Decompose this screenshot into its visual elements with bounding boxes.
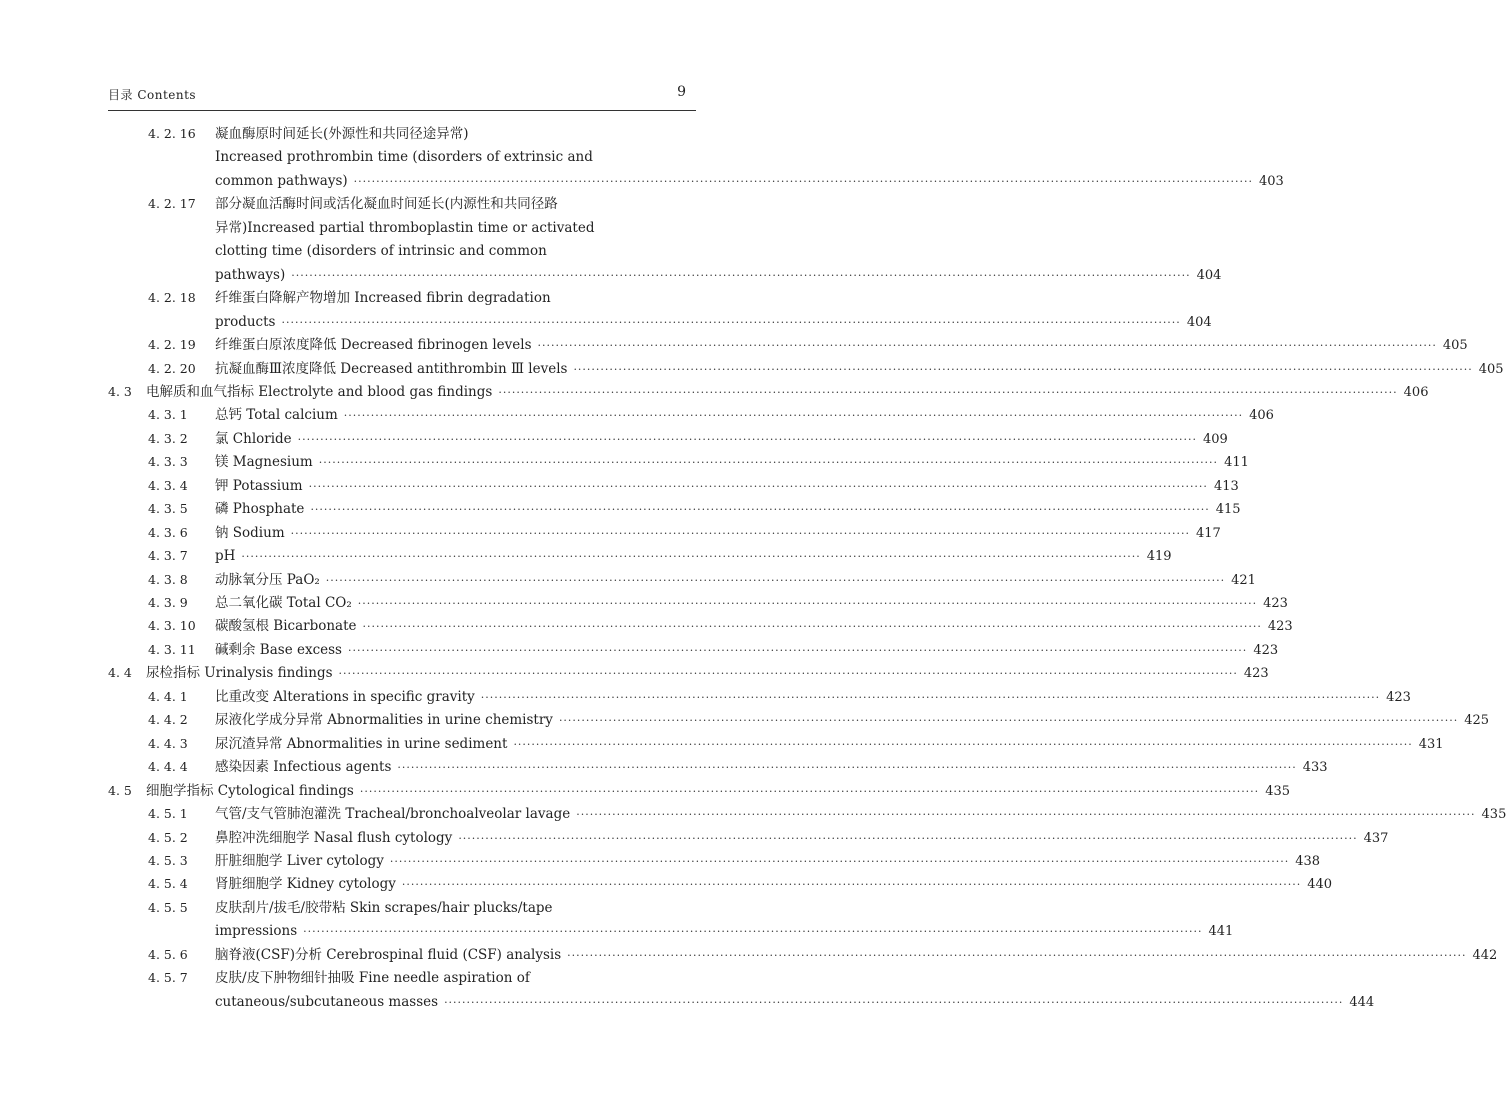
entry-number: 4. 4. 3 xyxy=(148,735,188,751)
toc-entry-line[interactable] xyxy=(215,921,1234,941)
entry-number: 4. 5. 5 xyxy=(148,899,188,915)
leader-dots: ········································································································································································································ xyxy=(458,831,1358,845)
entry-title: 鼻腔冲洗细胞学 Nasal flush cytology xyxy=(215,829,453,846)
entry-page-number: 433 xyxy=(1302,760,1328,776)
leader-dots: ········································································································································································································ xyxy=(281,315,1181,329)
leader-dots: ········································································································································································································ xyxy=(401,878,1302,892)
toc-entry-line[interactable] xyxy=(215,312,1212,332)
entry-number: 4. 3. 11 xyxy=(148,641,196,657)
toc-entry-line[interactable] xyxy=(215,405,1274,425)
entry-number: 4. 2. 16 xyxy=(148,126,196,141)
leader-dots: ········································································································································································································ xyxy=(498,385,1398,399)
toc-entry-line[interactable] xyxy=(215,874,1333,894)
entry-page-number: 423 xyxy=(1267,619,1293,635)
entry-number: 4. 3. 8 xyxy=(148,571,188,587)
entry-number: 4. 4. 4 xyxy=(148,759,188,775)
entry-number: 4. 3 xyxy=(108,383,132,399)
toc-entry-line[interactable] xyxy=(215,570,1256,590)
entry-title: 碱剩余 Base excess xyxy=(215,641,342,658)
toc-entry-line[interactable] xyxy=(215,757,1328,777)
entry-page-number: 435 xyxy=(1481,807,1506,823)
leader-dots: ········································································································································································································ xyxy=(297,432,1197,446)
leader-dots: ········································································································································································································ xyxy=(291,268,1191,282)
entry-page-number: 441 xyxy=(1208,924,1234,940)
entry-number: 4. 3. 4 xyxy=(148,477,188,493)
toc-entry-line[interactable] xyxy=(215,147,694,167)
toc-entry-line[interactable] xyxy=(146,781,1291,801)
leader-dots: ········································································································································································································ xyxy=(567,948,1467,962)
leader-dots: ········································································································································································································ xyxy=(558,714,1459,728)
toc-entry-line[interactable] xyxy=(215,898,694,918)
leader-dots: ········································································································································································································ xyxy=(338,667,1238,681)
entry-page-number: 438 xyxy=(1295,853,1321,869)
entry-page-number: 411 xyxy=(1224,455,1249,471)
entry-page-number: 431 xyxy=(1418,736,1444,752)
entry-title: 皮肤刮片/拔毛/胶带粘 Skin scrapes/hair plucks/tape xyxy=(215,899,553,916)
toc-entry-line[interactable] xyxy=(215,804,1506,824)
entry-number: 4. 5. 4 xyxy=(148,876,188,892)
entry-number: 4. 3. 9 xyxy=(148,595,188,610)
entry-title: clotting time (disorders of intrinsic and common xyxy=(215,243,547,260)
leader-dots: ········································································································································································································ xyxy=(359,784,1260,798)
leader-dots: ········································································································································································································ xyxy=(325,573,1226,587)
entry-title: 总钙 Total calcium xyxy=(215,407,338,424)
entry-number: 4. 5. 3 xyxy=(148,852,188,868)
entry-number: 4. 4 xyxy=(108,665,132,681)
entry-title: 感染因素 Infectious agents xyxy=(215,759,392,776)
toc-entry-line[interactable] xyxy=(215,945,1498,965)
entry-title: 皮肤/皮下肿物细针抽吸 Fine needle aspiration of xyxy=(215,970,530,987)
toc-entry-line[interactable] xyxy=(215,218,694,238)
entry-number: 4. 5. 2 xyxy=(148,829,188,845)
leader-dots: ········································································································································································································ xyxy=(290,526,1190,540)
toc-entry-line[interactable] xyxy=(215,171,1284,191)
entry-page-number: 437 xyxy=(1363,830,1389,846)
toc-entry-line[interactable] xyxy=(215,124,694,144)
toc-entry-line[interactable] xyxy=(215,546,1172,566)
entry-number: 4. 5. 7 xyxy=(148,970,188,986)
entry-page-number: 417 xyxy=(1195,525,1221,541)
toc-entry-line[interactable] xyxy=(215,593,1288,613)
toc-entry-line[interactable] xyxy=(215,194,694,214)
leader-dots: ········································································································································································································ xyxy=(480,690,1381,704)
entry-number: 4. 3. 2 xyxy=(148,430,188,446)
entry-number: 4. 5. 1 xyxy=(148,806,188,822)
toc-entry-line[interactable] xyxy=(215,616,1293,636)
entry-title: 气管/支气管肺泡灌洗 Tracheal/bronchoalveolar lavage xyxy=(215,806,571,823)
toc-entry-line[interactable] xyxy=(215,429,1228,449)
toc-entry-line[interactable] xyxy=(215,640,1279,660)
leader-dots: ········································································································································································································ xyxy=(241,550,1141,564)
entry-title: pH xyxy=(215,548,236,565)
entry-page-number: 409 xyxy=(1203,431,1228,447)
entry-title: 尿沉渣异常 Abnormalities in urine sediment xyxy=(215,735,508,752)
entry-number: 4. 2. 18 xyxy=(148,290,196,306)
leader-dots: ········································································································································································································ xyxy=(362,620,1262,634)
entry-title: 异常)Increased partial thromboplastin time or activated xyxy=(215,219,595,236)
leader-dots: ········································································································································································································ xyxy=(347,643,1248,657)
entry-title: 尿液化学成分异常 Abnormalities in urine chemistry xyxy=(215,712,553,729)
leader-dots: ········································································································································································································ xyxy=(576,808,1476,822)
running-header xyxy=(108,84,696,110)
toc-entry-line[interactable] xyxy=(215,499,1241,519)
toc-entry-line[interactable] xyxy=(215,335,1468,355)
entry-number: 4. 5 xyxy=(108,782,132,798)
page-number: 9 xyxy=(677,84,686,100)
toc-entry-line[interactable] xyxy=(215,288,694,308)
entry-number: 4. 3. 5 xyxy=(148,501,188,517)
toc-entry-line[interactable] xyxy=(215,452,1249,472)
entry-page-number: 425 xyxy=(1464,713,1490,729)
leader-dots: ········································································································································································································ xyxy=(573,362,1473,376)
entry-page-number: 423 xyxy=(1386,689,1411,705)
entry-page-number: 406 xyxy=(1403,384,1429,400)
leader-dots: ········································································································································································································ xyxy=(303,925,1203,939)
entry-number: 4. 3. 3 xyxy=(148,454,188,470)
entry-title: pathways) xyxy=(215,266,286,283)
toc-entry-line[interactable] xyxy=(215,687,1411,707)
leader-dots: ········································································································································································································ xyxy=(308,479,1208,493)
toc-entry-line[interactable] xyxy=(146,382,1429,402)
entry-title: 磷 Phosphate xyxy=(215,501,305,518)
entry-title: impressions xyxy=(215,923,298,940)
leader-dots: ········································································································································································································ xyxy=(397,761,1297,775)
entry-title: common pathways) xyxy=(215,172,348,189)
entry-title: 镁 Magnesium xyxy=(215,454,313,471)
entry-title: 部分凝血活酶时间或活化凝血时间延长(内源性和共同径路 xyxy=(215,196,558,213)
entry-number: 4. 2. 20 xyxy=(148,360,196,376)
toc-entry-line[interactable] xyxy=(215,476,1239,496)
entry-page-number: 406 xyxy=(1249,408,1274,424)
toc-entry-line[interactable] xyxy=(215,523,1221,543)
entry-title: 纤维蛋白降解产物增加 Increased fibrin degradation xyxy=(215,290,551,307)
entry-number: 4. 4. 1 xyxy=(148,688,188,704)
entry-page-number: 404 xyxy=(1196,267,1222,283)
header-title: 目录 Contents xyxy=(108,88,197,102)
toc-entry-line[interactable] xyxy=(215,359,1504,379)
leader-dots: ········································································································································································································ xyxy=(318,456,1219,470)
entry-title: cutaneous/subcutaneous masses xyxy=(215,993,439,1010)
entry-number: 4. 5. 6 xyxy=(148,946,188,962)
entry-number: 4. 3. 6 xyxy=(148,524,188,540)
leader-dots: ········································································································································································································ xyxy=(353,174,1253,188)
entry-title: 比重改变 Alterations in specific gravity xyxy=(215,688,475,705)
entry-page-number: 442 xyxy=(1472,947,1498,963)
toc-entry-line[interactable] xyxy=(215,710,1490,730)
leader-dots: ········································································································································································································ xyxy=(537,339,1437,353)
entry-title: 钠 Sodium xyxy=(215,524,285,541)
leader-dots: ········································································································································································································ xyxy=(343,409,1244,423)
entry-page-number: 440 xyxy=(1307,877,1333,893)
entry-title: Increased prothrombin time (disorders of extrinsic and xyxy=(215,149,593,166)
leader-dots: ········································································································································································································ xyxy=(513,737,1413,751)
entry-page-number: 403 xyxy=(1258,173,1284,189)
entry-title: 纤维蛋白原浓度降低 Decreased fibrinogen levels xyxy=(215,337,532,354)
entry-number: 4. 3. 1 xyxy=(148,407,188,423)
entry-page-number: 419 xyxy=(1146,549,1172,565)
toc-entry-line[interactable] xyxy=(215,734,1444,754)
entry-title: 肝脏细胞学 Liver cytology xyxy=(215,852,384,869)
entry-title: 抗凝血酶Ⅲ浓度降低 Decreased antithrombin Ⅲ levels xyxy=(215,360,568,377)
entry-title: 脑脊液(CSF)分析 Cerebrospinal fluid (CSF) analysis xyxy=(215,946,562,963)
entry-page-number: 423 xyxy=(1253,642,1279,658)
entry-title: 肾脏细胞学 Kidney cytology xyxy=(215,876,396,893)
entry-title: 电解质和血气指标 Electrolyte and blood gas findings xyxy=(146,383,493,400)
entry-page-number: 405 xyxy=(1478,361,1504,377)
entry-page-number: 435 xyxy=(1265,783,1291,799)
entry-page-number: 405 xyxy=(1442,338,1468,354)
entry-title: 碳酸氢根 Bicarbonate xyxy=(215,618,357,635)
entry-title: products xyxy=(215,313,276,330)
entry-title: 总二氧化碳 Total CO₂ xyxy=(215,595,352,611)
header-rule xyxy=(108,110,696,111)
entry-title: 细胞学指标 Cytological findings xyxy=(146,782,354,799)
entry-title: 凝血酶原时间延长(外源性和共同径途异常) xyxy=(215,126,469,142)
leader-dots: ········································································································································································································ xyxy=(357,597,1258,610)
entry-page-number: 404 xyxy=(1186,314,1212,330)
entry-page-number: 415 xyxy=(1215,502,1241,518)
entry-page-number: 423 xyxy=(1263,596,1288,611)
entry-title: 氯 Chloride xyxy=(215,430,292,447)
entry-page-number: 413 xyxy=(1213,478,1239,494)
leader-dots: ········································································································································································································ xyxy=(389,854,1290,868)
leader-dots: ········································································································································································································ xyxy=(310,503,1210,517)
toc-entry-line[interactable] xyxy=(215,828,1389,848)
toc-entry-line[interactable] xyxy=(215,851,1321,871)
entry-number: 4. 3. 10 xyxy=(148,618,196,634)
entry-number: 4. 4. 2 xyxy=(148,712,188,728)
entry-number: 4. 2. 19 xyxy=(148,337,196,353)
entry-page-number: 421 xyxy=(1231,572,1256,588)
toc-entry-line[interactable] xyxy=(215,265,1222,285)
entry-title: 钾 Potassium xyxy=(215,477,303,494)
toc-entry-line[interactable] xyxy=(215,968,694,988)
entry-number: 4. 2. 17 xyxy=(148,196,196,212)
leader-dots: ········································································································································································································ xyxy=(444,995,1344,1009)
entry-title: 动脉氧分压 PaO₂ xyxy=(215,571,320,588)
entry-page-number: 444 xyxy=(1349,994,1375,1010)
toc-entry-line[interactable] xyxy=(146,663,1269,683)
toc-entry-line[interactable] xyxy=(215,992,1375,1012)
toc-entry-line[interactable] xyxy=(215,241,694,261)
entry-page-number: 423 xyxy=(1243,666,1269,682)
entry-number: 4. 3. 7 xyxy=(148,548,188,564)
entry-title: 尿检指标 Urinalysis findings xyxy=(146,665,333,682)
